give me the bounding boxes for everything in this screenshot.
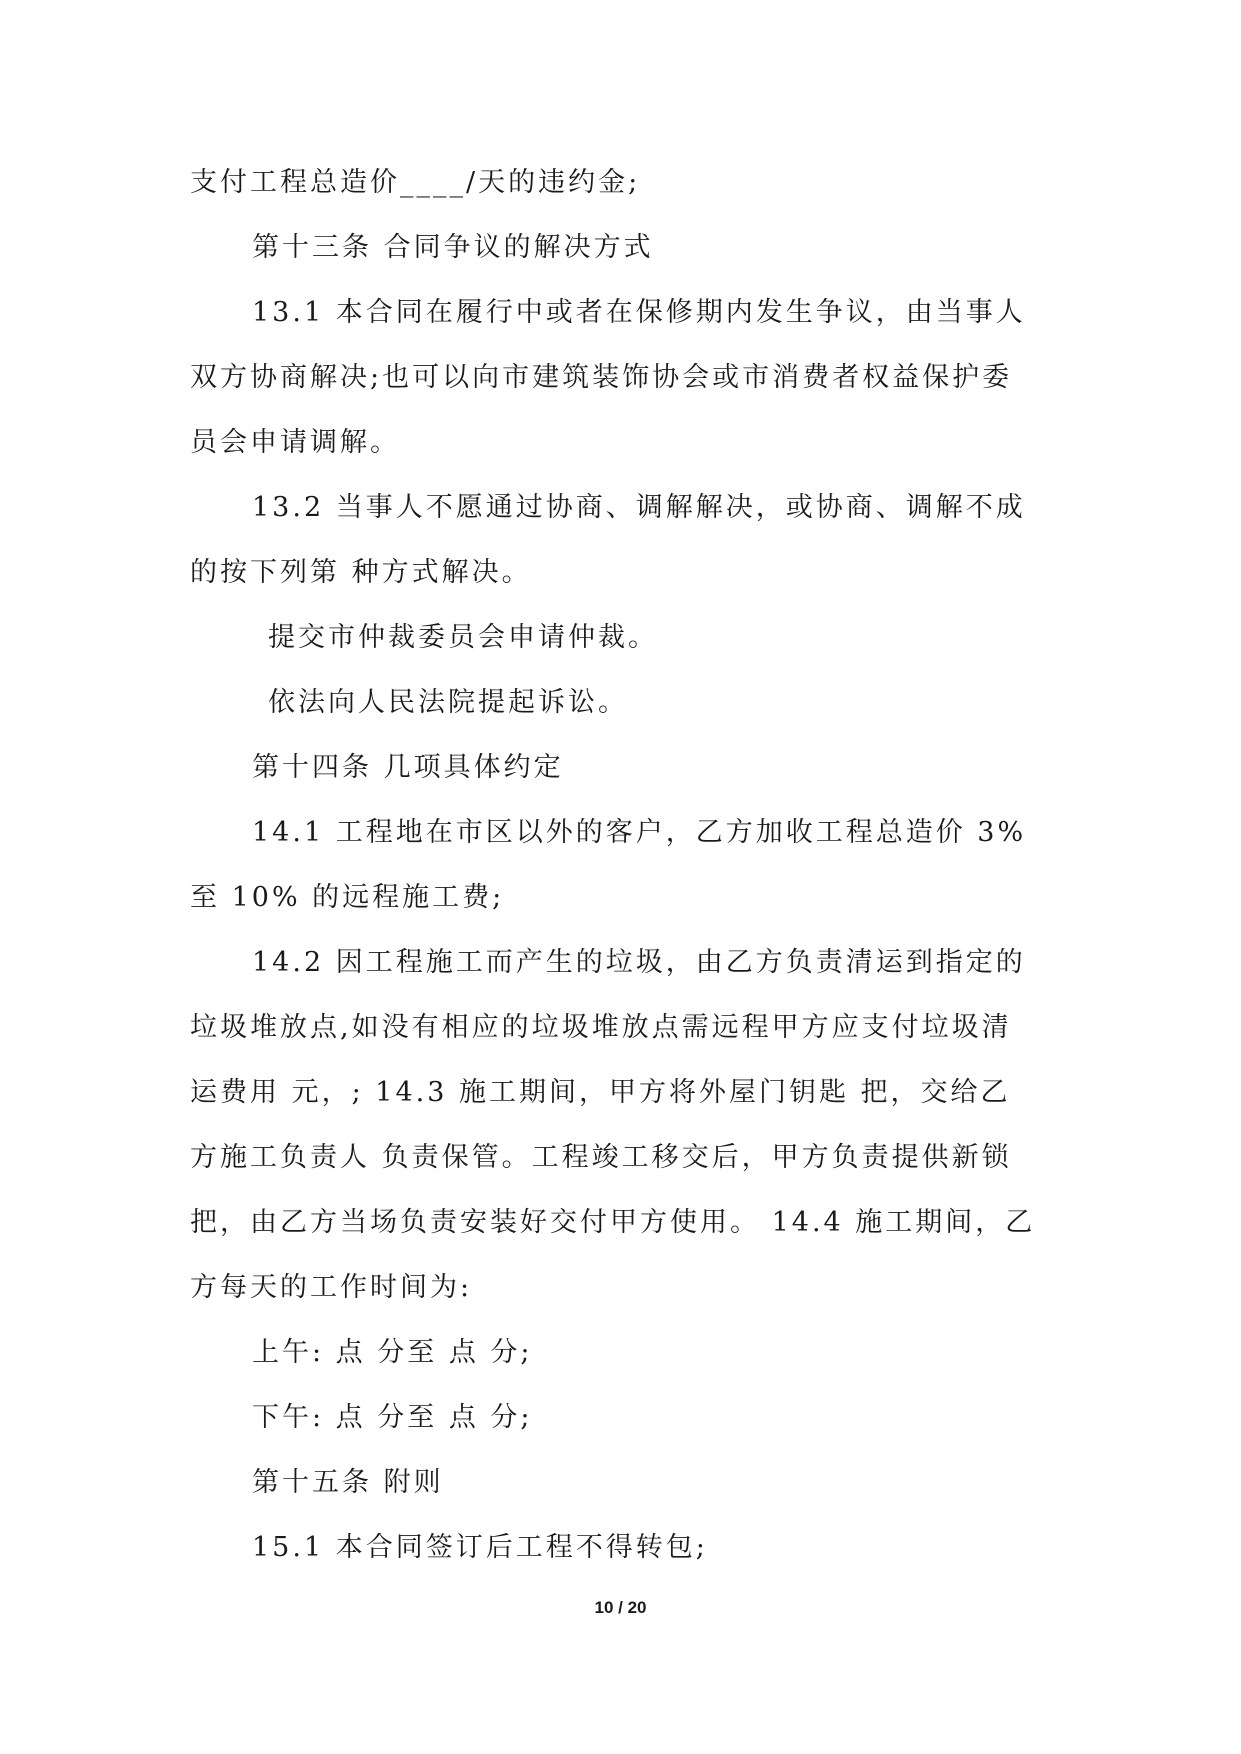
clause-15-1: 15.1 本合同签订后工程不得转包;: [252, 1532, 708, 1563]
clause-13-2: 13.2 当事人不愿通过协商、调解解决，或协商、调解不成: [252, 492, 1026, 523]
option-arbitration: 提交市仲裁委员会申请仲裁。: [268, 622, 658, 653]
text-line-1: 支付工程总造价____/天的违约金;: [190, 167, 641, 198]
clause-14-1: 14.1 工程地在市区以外的客户，乙方加收工程总造价 3%: [252, 817, 1027, 848]
clause-14-1-cont: 至 10% 的远程施工费;: [190, 882, 505, 913]
clause-14-3-cont-2: 把，由乙方当场负责安装好交付甲方使用。 14.4 施工期间，乙: [190, 1207, 1036, 1238]
document-body: [190, 150, 1050, 1580]
article-15-heading: 第十五条 附则: [252, 1467, 444, 1498]
article-14-heading: 第十四条 几项具体约定: [252, 752, 564, 783]
clause-14-3-cont-1: 方施工负责人 负责保管。工程竣工移交后，甲方负责提供新锁: [190, 1142, 1012, 1173]
option-litigation: 依法向人民法院提起诉讼。: [268, 687, 628, 718]
clause-13-1: 13.1 本合同在履行中或者在保修期内发生争议，由当事人: [252, 297, 1026, 328]
clause-14-4-cont: 方每天的工作时间为:: [190, 1272, 473, 1303]
article-13-heading: 第十三条 合同争议的解决方式: [252, 232, 654, 263]
page-number: 10 / 20: [594, 1598, 647, 1617]
clause-14-2-cont-1: 垃圾堆放点,如没有相应的垃圾堆放点需远程甲方应支付垃圾清: [190, 1012, 1012, 1043]
clause-14-2-cont-2: 运费用 元，; 14.3 施工期间，甲方将外屋门钥匙 把，交给乙: [190, 1077, 1011, 1108]
clause-13-2-cont: 的按下列第 种方式解决。: [190, 557, 532, 588]
clause-13-1-cont-2: 员会申请调解。: [190, 427, 400, 458]
work-hours-afternoon: 下午: 点 分至 点 分;: [252, 1402, 533, 1433]
work-hours-morning: 上午: 点 分至 点 分;: [252, 1337, 533, 1368]
clause-14-2: 14.2 因工程施工而产生的垃圾，由乙方负责清运到指定的: [252, 947, 1026, 978]
clause-13-1-cont-1: 双方协商解决;也可以向市建筑装饰协会或市消费者权益保护委: [190, 362, 1013, 393]
